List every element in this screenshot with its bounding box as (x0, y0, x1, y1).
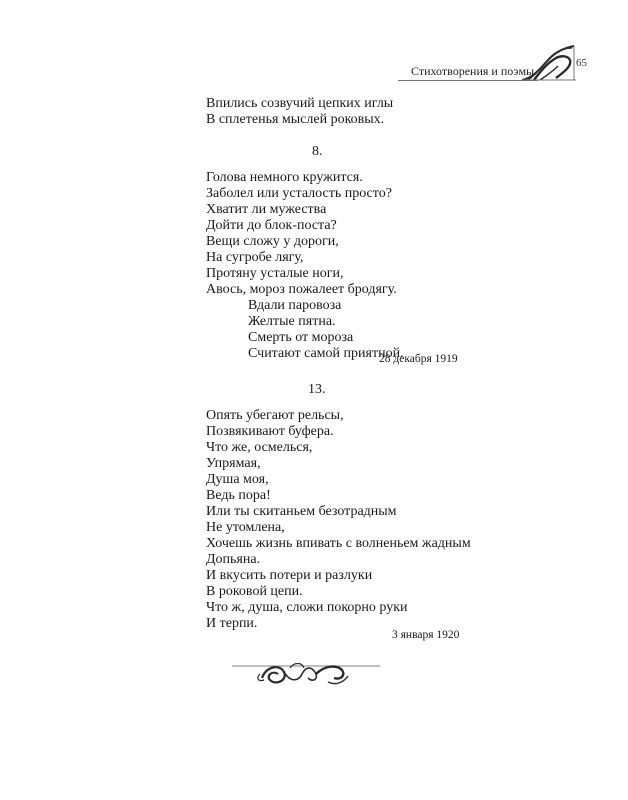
poem-line: Ведь пора! (206, 488, 271, 503)
poem-line: Заболел или усталость просто? (206, 186, 392, 201)
poem-line: На сугробе лягу, (206, 250, 304, 265)
poem-line: Опять убегают рельсы, (206, 408, 344, 423)
poem-line: Голова немного кружится. (206, 170, 363, 185)
poem-line: Вещи сложу у дороги, (206, 234, 339, 249)
poem-line: Что ж, душа, сложи покорно руки (206, 600, 408, 615)
poem-line: Душа моя, (206, 472, 269, 487)
poem-number: 8. (312, 144, 323, 159)
poem-line: Позвякивают буфера. (206, 424, 334, 439)
poem-line: Авось, мороз пожалеет бродягу. (206, 282, 397, 297)
poem-line-indented: Смерть от мороза (248, 330, 354, 345)
poem-line: В роковой цепи. (206, 584, 303, 599)
calligraphic-divider-icon (232, 652, 380, 692)
page-number: 65 (576, 57, 587, 69)
poem-line: Допьяна. (206, 552, 261, 567)
poem-line: Протяну усталые ноги, (206, 266, 344, 281)
poem-line: Впились созвучий цепких иглы (206, 96, 394, 111)
poem-line: И терпи. (206, 616, 258, 631)
header-title: Стихотворения и поэмы (411, 64, 535, 78)
poem-line: Упрямая, (206, 456, 261, 471)
poem-line: Что же, осмелься, (206, 440, 313, 455)
poem-line: Дойти до блок-поста? (206, 218, 337, 233)
poem-line-indented: Желтые пятна. (248, 314, 336, 329)
poem-line: Хочешь жизнь впивать с волненьем жадным (206, 536, 471, 551)
poem-line: В сплетенья мыслей роковых. (206, 112, 385, 127)
poem-number: 13. (308, 382, 326, 397)
poem-line: И вкусить потери и разлуки (206, 568, 373, 583)
poem-line: Или ты скитаньем безотрадным (206, 504, 397, 519)
poem-date: 3 января 1920 (392, 629, 460, 641)
poem-line-indented: Считают самой приятной. (248, 346, 404, 361)
header-rule (398, 80, 538, 81)
poem-line: Хватит ли мужества (206, 202, 327, 217)
poem-line-indented: Вдали паровоза (248, 298, 342, 313)
poem-line: Не утомлена, (206, 520, 285, 535)
calligraphic-swirl-icon (520, 44, 576, 84)
poem-date: 28 декабря 1919 (379, 353, 458, 365)
